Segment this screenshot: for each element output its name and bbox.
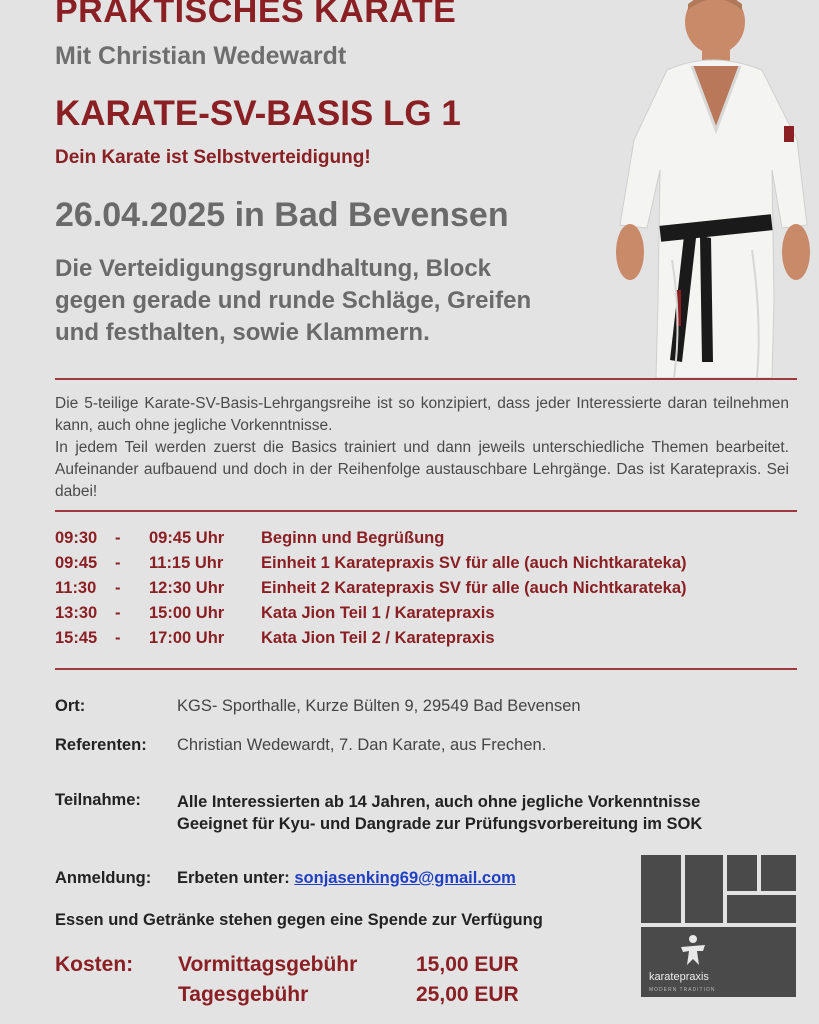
cost-price: 15,00 EUR (416, 953, 519, 976)
divider (55, 668, 797, 670)
participation-line: Geeignet für Kyu- und Dangrade zur Prüfungsvorbereitung im SOK (177, 815, 703, 833)
cost-price: 25,00 EUR (416, 983, 519, 1006)
schedule-end: 11:15 Uhr (149, 554, 224, 572)
referents-value: Christian Wedewardt, 7. Dan Karate, aus Frechen. (177, 736, 547, 754)
schedule-start: 09:45 (55, 554, 98, 572)
cost-row (55, 980, 519, 1010)
schedule-start: 13:30 (55, 604, 98, 622)
location-row (55, 697, 581, 716)
topics-line: Die Verteidigungsgrundhaltung, Block (55, 255, 492, 282)
location-value: KGS- Sporthalle, Kurze Bülten 9, 29549 Bad Bevensen (177, 697, 581, 715)
food-note: Essen und Getränke stehen gegen eine Spende zur Verfügung (55, 911, 543, 929)
event-date: 26.04.2025 in Bad Bevensen (55, 196, 509, 234)
schedule-dash: - (115, 604, 121, 622)
topics-line: gegen gerade und runde Schläge, Greifen (55, 287, 532, 314)
tagline: Dein Karate ist Selbstverteidigung! (55, 147, 371, 168)
schedule-activity: Einheit 1 Karatepraxis SV für alle (auch Nichtkarateka) (261, 554, 687, 572)
karateka-photo (612, 0, 812, 380)
participation-line: Alle Interessierten ab 14 Jahren, auch ohne jegliche Vorkenntnisse (177, 793, 701, 811)
karatepraxis-logo (641, 855, 796, 997)
cost-name: Tagesgebühr (178, 983, 309, 1006)
schedule-end: 12:30 Uhr (149, 579, 225, 597)
schedule-activity: Kata Jion Teil 2 / Karatepraxis (261, 629, 495, 647)
schedule-end: 09:45 Uhr (149, 529, 225, 547)
schedule-row (55, 551, 800, 576)
schedule-row (55, 576, 800, 601)
logo-name: karatepraxis (649, 971, 709, 983)
registration-prefix: Erbeten unter: (177, 869, 290, 887)
costs-section (55, 950, 519, 1010)
schedule-row (55, 626, 800, 651)
intro-text (55, 393, 789, 503)
schedule-table (55, 526, 800, 651)
referents-row (55, 736, 546, 755)
poster-subtitle: Mit Christian Wedewardt (55, 42, 347, 70)
location-label: Ort: (55, 697, 86, 715)
divider (55, 378, 797, 380)
cost-name: Vormittagsgebühr (178, 953, 358, 976)
schedule-start: 11:30 (55, 579, 97, 597)
schedule-dash: - (115, 529, 121, 547)
schedule-dash: - (115, 554, 121, 572)
schedule-start: 09:30 (55, 529, 98, 547)
schedule-end: 15:00 Uhr (149, 604, 225, 622)
registration-label: Anmeldung: (55, 869, 152, 887)
schedule-row (55, 526, 800, 551)
schedule-dash: - (115, 579, 121, 597)
registration-row (55, 869, 516, 888)
registration-value (177, 869, 516, 888)
topics (55, 253, 645, 349)
series-title: KARATE-SV-BASIS LG 1 (55, 94, 461, 133)
cost-row (55, 950, 519, 980)
schedule-row (55, 601, 800, 626)
divider (55, 510, 797, 512)
schedule-activity: Kata Jion Teil 1 / Karatepraxis (261, 604, 495, 622)
registration-email-link[interactable]: sonjasenking69@gmail.com (294, 869, 516, 887)
participation-value (177, 791, 702, 835)
poster-title: PRAKTISCHES KARATE (55, 0, 457, 30)
schedule-start: 15:45 (55, 629, 98, 647)
logo-subline: MODERN TRADITION (649, 987, 716, 993)
participation-label: Teilnahme: (55, 791, 141, 809)
costs-label: Kosten: (55, 953, 134, 976)
schedule-end: 17:00 Uhr (149, 629, 225, 647)
intro-paragraph: Die 5-teilige Karate-SV-Basis-Lehrgangsreihe ist so konzipiert, dass jeder Interessierte daran teilnehmen kann, auch ohne jegliche Vorkenntnisse. (55, 395, 789, 434)
topics-line: und festhalten, sowie Klammern. (55, 319, 430, 346)
participation-row (55, 791, 702, 835)
schedule-activity: Einheit 2 Karatepraxis SV für alle (auch Nichtkarateka) (261, 579, 687, 597)
schedule-activity: Beginn und Begrüßung (261, 529, 445, 547)
referents-label: Referenten: (55, 736, 147, 754)
intro-paragraph: In jedem Teil werden zuerst die Basics trainiert und dann jeweils unterschiedliche Themen bearbeitet. Aufeinander aufbauend und doch in der Reihenfolge austauschbare Lehrgänge. Das ist Karatepraxis. Sei dabei! (55, 439, 789, 500)
schedule-dash: - (115, 629, 121, 647)
